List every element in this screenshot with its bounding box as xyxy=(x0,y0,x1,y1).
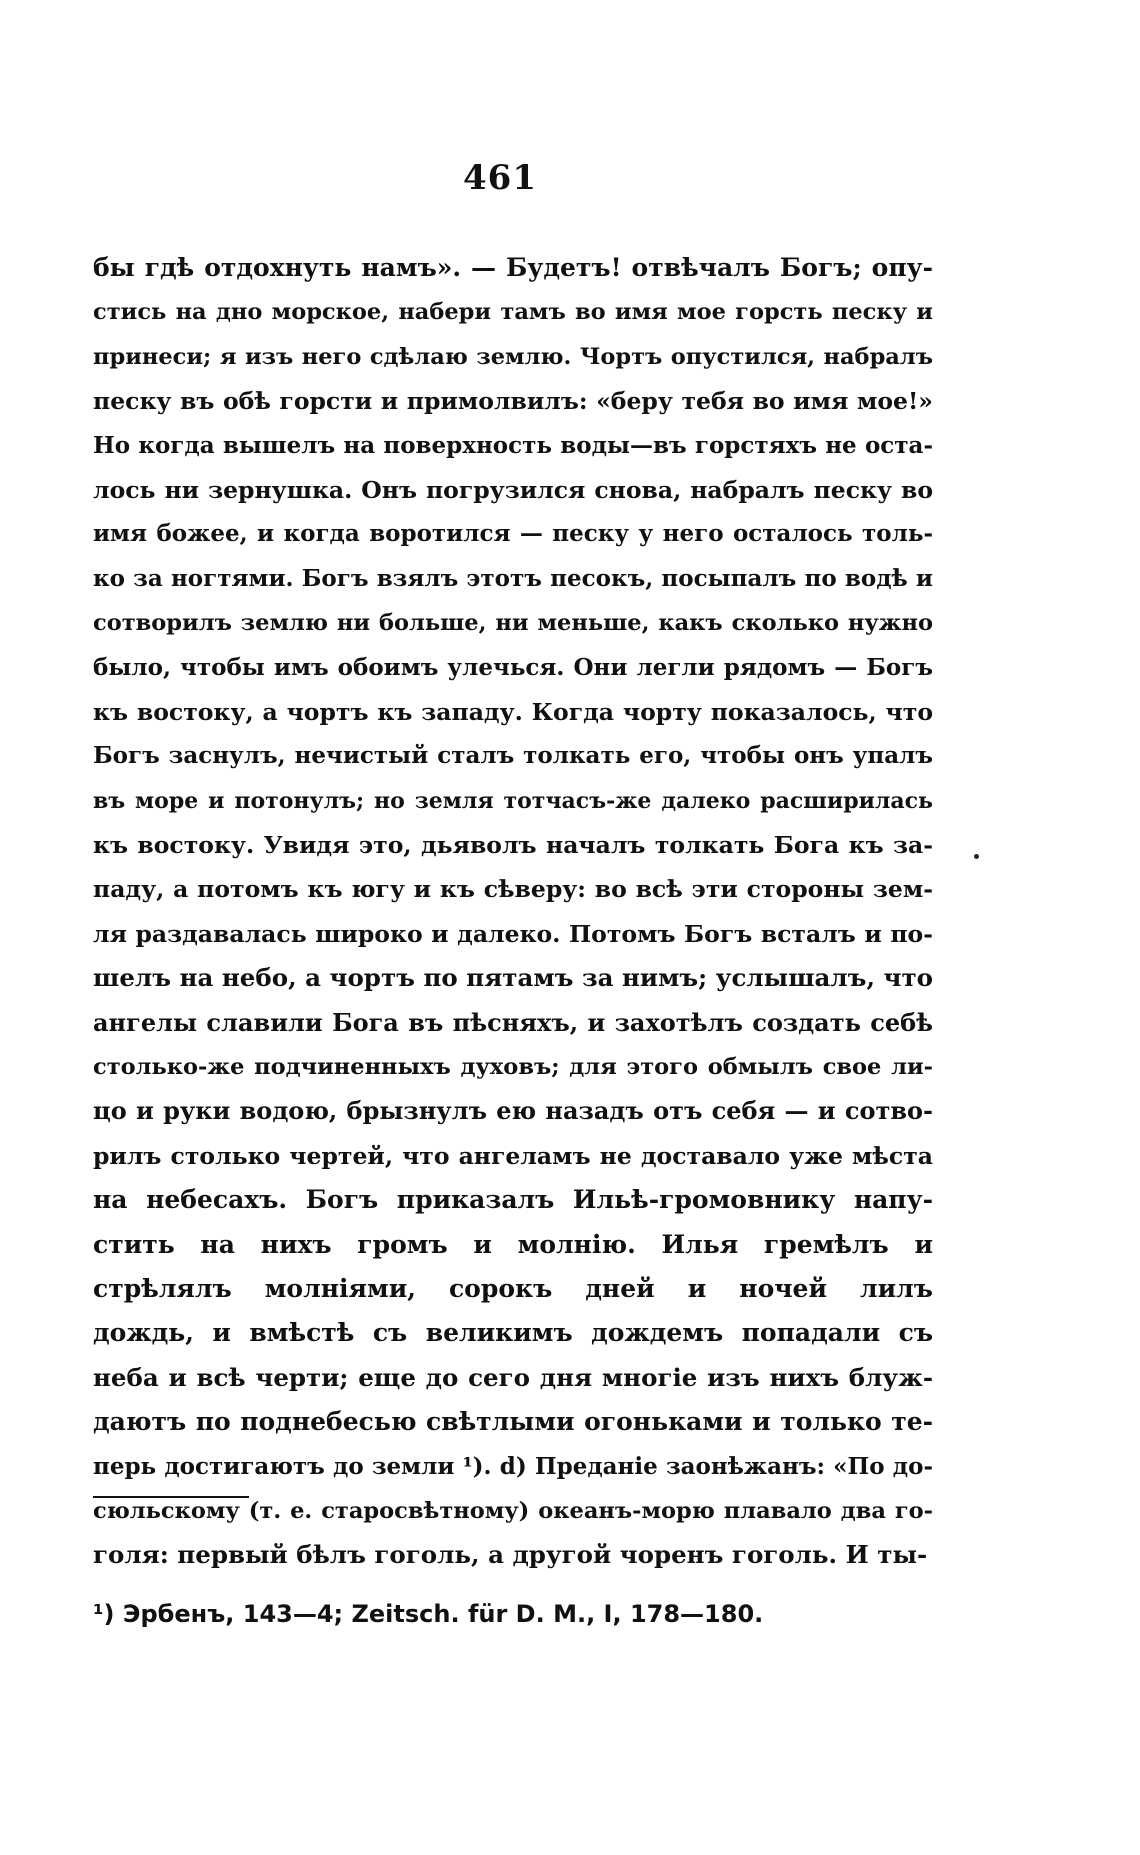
text-line: столько-же подчиненныхъ духовъ; для этого обмылъ свое ли- xyxy=(93,1054,933,1081)
text-line: песку въ обѣ горсти и примолвилъ: «беру тебя во имя мое!» xyxy=(93,387,933,416)
text-line: даютъ по поднебесью свѣтлыми огоньками и только те- xyxy=(93,1407,933,1437)
text-line: ангелы славили Бога въ пѣсняхъ, и захотѣлъ создать себѣ xyxy=(93,1007,933,1037)
text-line: рилъ столько чертей, что ангеламъ не доставало уже мѣста xyxy=(93,1141,933,1170)
text-line: ля раздавалась широко и далеко. Потомъ Богъ всталъ и по- xyxy=(93,919,933,948)
text-line: сотворилъ землю ни больше, ни меньше, какъ сколько нужно xyxy=(93,610,933,637)
text-line: Но когда вышелъ на поверхность воды—въ горстяхъ не оста- xyxy=(93,431,933,459)
page-number: 461 xyxy=(463,158,537,198)
text-line: на небесахъ. Богъ приказалъ Ильѣ-громовнику напу- xyxy=(93,1185,933,1215)
text-line: неба и всѣ черти; еще до сего дня многіе изъ нихъ блуж- xyxy=(93,1362,933,1392)
text-line: цо и руки водою, брызнулъ ею назадъ отъ себя — и сотво- xyxy=(93,1096,933,1126)
text-line: дождь, и вмѣстѣ съ великимъ дождемъ попадали съ xyxy=(93,1318,933,1348)
text-line: Богъ заснулъ, нечистый сталъ толкать его, чтобы онъ упалъ xyxy=(93,742,933,770)
text-line: къ востоку. Увидя это, дьяволъ началъ толкать Бога къ за- xyxy=(93,831,933,860)
text-line: перь достигаютъ до земли ¹). d) Преданіе заонѣжанъ: «По до- xyxy=(93,1452,933,1480)
print-speck xyxy=(974,854,979,859)
text-line: имя божее, и когда воротился — песку у него осталось толь- xyxy=(93,520,933,548)
footnote-divider xyxy=(93,1496,249,1498)
text-line: лось ни зернушка. Онъ погрузился снова, набралъ песку во xyxy=(93,475,933,504)
text-line: сюльскому (т. е. старосвѣтному) океанъ-морю плавало два го- xyxy=(93,1497,933,1524)
body-text xyxy=(93,246,933,1578)
text-line: бы гдѣ отдохнуть намъ». — Будетъ! отвѣчалъ Богъ; опу- xyxy=(93,253,933,282)
text-line: стрѣлялъ молніями, сорокъ дней и ночей лилъ xyxy=(93,1273,933,1303)
text-line: принеси; я изъ него сдѣлаю землю. Чортъ опустился, набралъ xyxy=(93,343,933,370)
text-line: стить на нихъ громъ и молнію. Илья гремѣлъ и xyxy=(93,1229,933,1259)
text-line: въ море и потонулъ; но земля тотчасъ-же далеко расширилась xyxy=(93,787,933,814)
text-line: къ востоку, а чортъ къ западу. Когда чорту показалось, что xyxy=(93,697,933,726)
text-line: стись на дно морское, набери тамъ во имя мое горсть песку и xyxy=(93,299,933,326)
text-line: ко за ногтями. Богъ взялъ этотъ песокъ, посыпалъ по водѣ и xyxy=(93,564,933,592)
text-line: паду, а потомъ къ югу и къ сѣверу: во всѣ эти стороны зем- xyxy=(93,875,933,904)
footnote: ¹) Эрбенъ, 143—4; Zeitsch. für D. M., I, 178—180. xyxy=(93,1600,764,1628)
text-line: было, чтобы имъ обоимъ улечься. Они легли рядомъ — Богъ xyxy=(93,653,933,681)
text-line: шелъ на небо, а чортъ по пятамъ за нимъ; услышалъ, что xyxy=(93,963,933,993)
text-line: голя: первый бѣлъ гоголь, а другой чоренъ гоголь. И ты- xyxy=(93,1540,928,1570)
